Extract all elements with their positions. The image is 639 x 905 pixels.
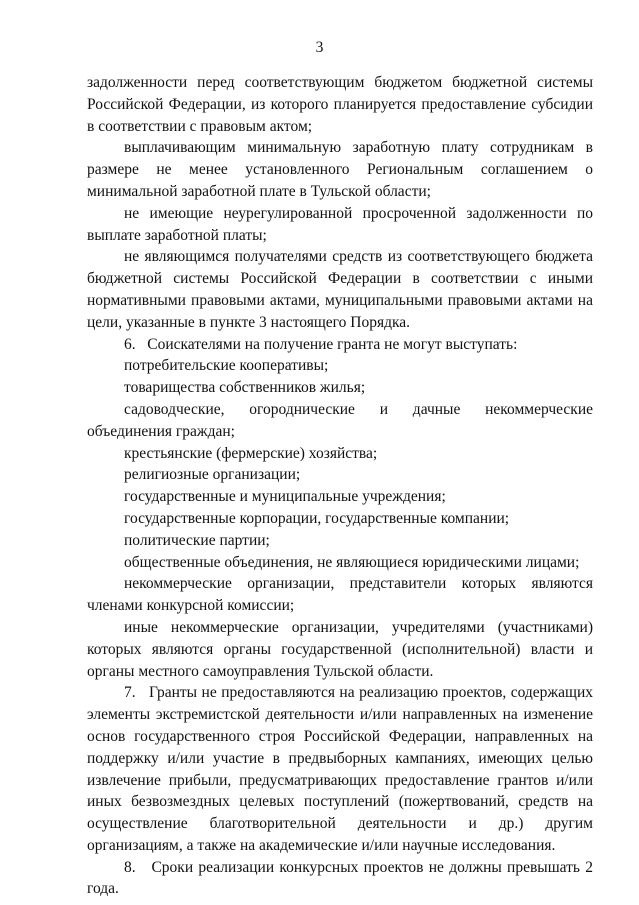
paragraph-item-8: 8. Сроки реализации конкурсных проектов не должны превышать 2 года.	[87, 858, 593, 898]
document-body	[87, 72, 593, 900]
list-item: садоводческие, огороднические и дачные некоммерческие объединения граждан;	[87, 400, 593, 440]
paragraph: не являющимся получателями средств из соответствующего бюджета бюджетной системы Российской Федерации в соответствии с иными нормативными правовыми актами, муниципальными правовыми актами на цели, указанные в пункте 3 настоящего Порядка.	[87, 248, 593, 331]
paragraph-item-6: 6. Соискателями на получение гранта не могут выступать:	[124, 335, 518, 353]
list-item: товарищества собственников жилья;	[124, 379, 366, 397]
list-item: некоммерческие организации, представители которых являются членами конкурсной комиссии;	[87, 575, 593, 615]
paragraph-item-7: 7. Гранты не предоставляются на реализацию проектов, содержащих элементы экстремистской деятельности и/или направленных на изменение основ государственного строя Российской Федерации, направленных на поддержку и/или участие в предвыборных кампаниях, имеющих целью извлечение прибыли, предусматривающих предоставление грантов и/или иных безвозмездных целевых поступлений (пожертвований, средств на осуществление благотворительной деятельности и др.) другим организациям, а также на академические и/или научные исследования.	[87, 684, 593, 854]
paragraph: выплачивающим минимальную заработную плату сотрудникам в размере не менее установленного Региональным соглашением о минимальной заработной плате в Тульской области;	[87, 139, 593, 200]
page-number: 3	[315, 39, 324, 56]
list-item: политические партии;	[124, 531, 270, 549]
list-item: иные некоммерческие организации, учредителями (участниками) которых являются органы государственной (исполнительной) власти и органы местного самоуправления Тульской области.	[87, 618, 593, 680]
list-item: государственные корпорации, государственные компании;	[124, 509, 510, 527]
paragraph: не имеющие неурегулированной просроченной задолженности по выплате заработной платы;	[87, 204, 593, 244]
list-item: государственные и муниципальные учреждения;	[124, 488, 446, 506]
list-item: общественные объединения, не являющиеся юридическими лицами;	[124, 553, 580, 571]
list-item: потребительские кооперативы;	[124, 357, 329, 375]
list-item: крестьянские (фермерские) хозяйства;	[124, 444, 378, 462]
paragraph: задолженности перед соответствующим бюджетом бюджетной системы Российской Федерации, из которого планируется предоставление субсидии в соответствии с правовым актом;	[87, 74, 593, 135]
list-item: религиозные организации;	[124, 466, 301, 484]
